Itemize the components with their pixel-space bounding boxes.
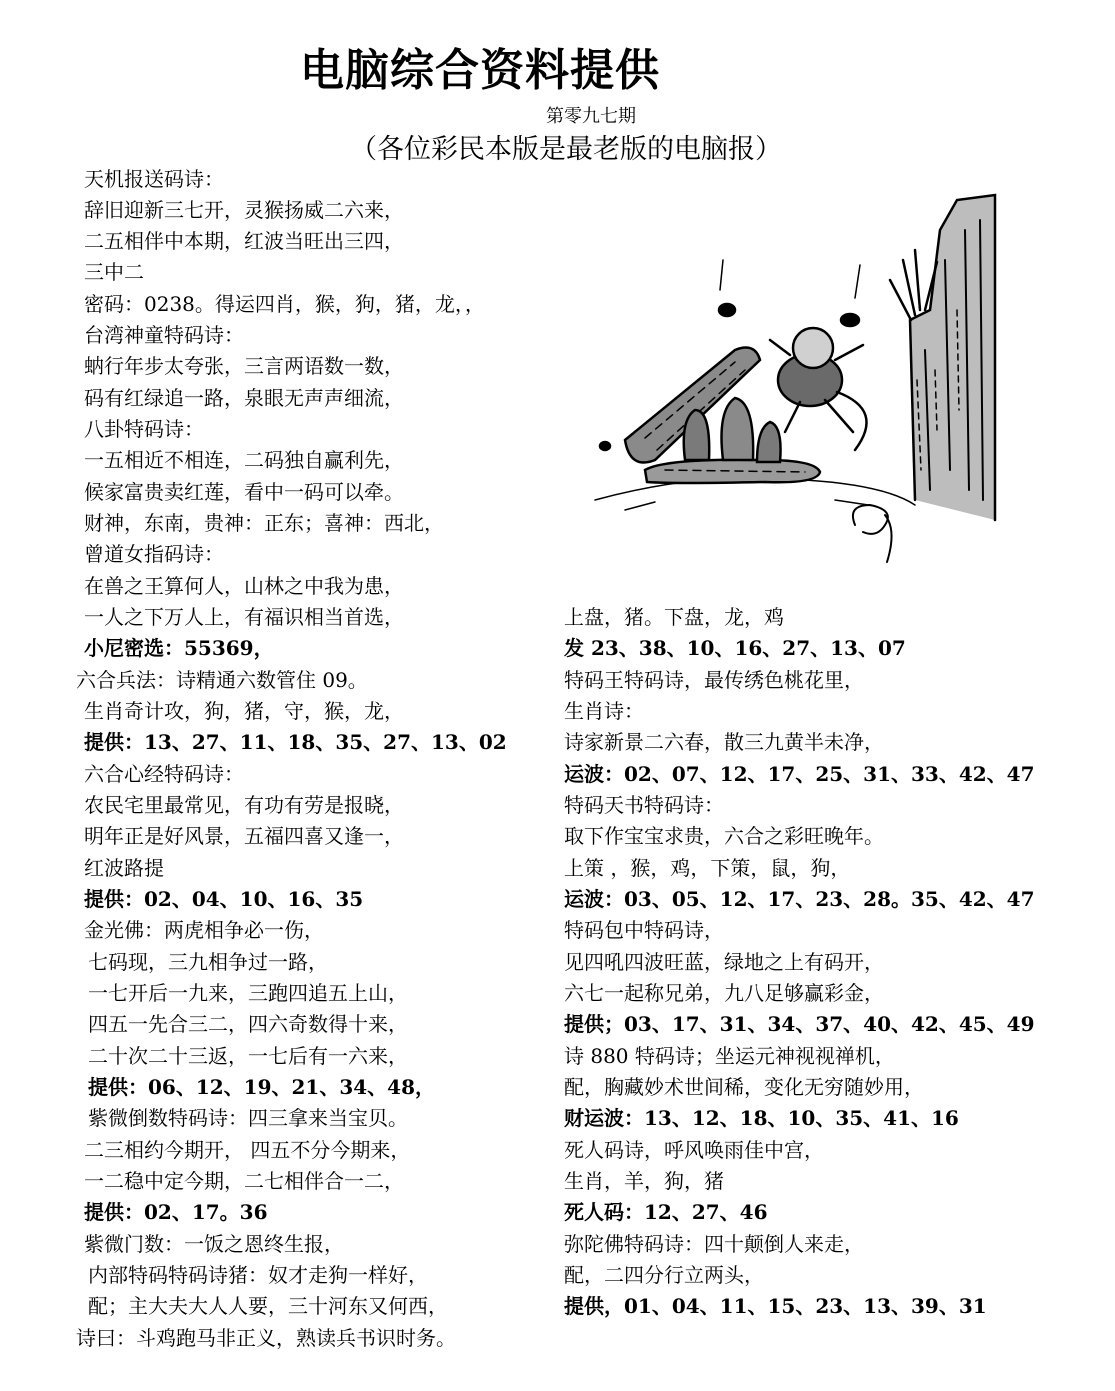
text-line: 曾道女指码诗： [84,542,224,566]
text-line: 内部特码特码诗猪：奴才走狗一样好， [88,1263,428,1287]
text-line: 二三相约今期开， 四五不分今期来， [84,1138,411,1162]
text-line: 生肖奇计攻，狗，猪，守，猴，龙， [84,699,404,723]
issue-number: 第零九七期 [546,106,636,127]
text-line: 一七开后一九来，三跑四追五上山， [88,981,408,1005]
text-line: 天机报送码诗： [84,167,224,191]
text-line: 提供；03、17、31、34、37、40、42、45、49 [564,1012,1035,1036]
text-line: 八卦特码诗： [84,417,204,441]
text-line: 六合兵法：诗精通六数管住 09。 [76,668,368,692]
text-line: 财神，东南，贵神：正东；喜神：西北， [84,511,444,535]
text-line: 提供，01、04、11、15、23、13、39、31 [564,1294,987,1318]
text-line: 红波路提 [84,856,164,880]
text-line: 二十次二十三返，一七后有一六来， [88,1044,408,1068]
text-line: 取下作宝宝求贵，六合之彩旺晚年。 [564,824,884,848]
text-line: 运波：02、07、12、17、25、31、33、42、47 [564,762,1035,786]
text-line: 上策 ，猴，鸡，下策，鼠，狗， [564,856,851,880]
text-line: 特码天书特码诗： [564,793,724,817]
text-line: 小尼密选：55369， [84,636,274,660]
text-line: 台湾神童特码诗： [84,323,244,347]
text-line: 配，二四分行立两头， [564,1263,764,1287]
text-line: 提供：02、04、10、16、35 [84,887,364,911]
text-line: 紫微门数：一饭之恩终生报， [84,1232,344,1256]
text-line: 四五一先合三二，四六奇数得十来， [88,1012,408,1036]
text-line: 码有红绿追一路，泉眼无声声细流， [84,386,404,410]
text-line: 特码包中特码诗， [564,918,724,942]
text-line: 特码王特码诗，最传绣色桃花里， [564,668,864,692]
page-subtitle: （各位彩民本版是最老版的电脑报） [350,134,782,165]
text-line: 七码现，三九相争过一路， [88,950,328,974]
text-line: 见四吼四波旺蓝，绿地之上有码开， [564,950,884,974]
text-line: 诗家新景二六春，散三九黄半未净， [564,730,884,754]
text-line: 死人码：12、27、46 [564,1200,768,1224]
text-line: 生肖，羊，狗，猪 [564,1169,724,1193]
text-line: 蚋行年步太夸张，三言两语数一数， [84,354,404,378]
text-line: 金光佛：两虎相争必一伤， [84,918,324,942]
text-line: 提供：06、12、19、21、34、48， [88,1075,435,1099]
text-line: 二五相伴中本期，红波当旺出三四， [84,229,404,253]
text-line: 上盘，猪。下盘，龙，鸡 [564,605,784,629]
text-line: 诗曰：斗鸡跑马非正义，熟读兵书识时务。 [76,1326,456,1350]
text-line: 财运波：13、12、18、10、35、41、16 [564,1106,959,1130]
text-line: 密码：0238。得运四肖，猴，狗，猪，龙，， [84,292,485,316]
text-line: 配；主大夫大人人要，三十河东又何西， [88,1294,448,1318]
text-line: 死人码诗，呼风唤雨佳中宫， [564,1138,824,1162]
text-line: 六合心经特码诗： [84,762,244,786]
text-line: 农民宅里最常见，有功有劳是报晓， [84,793,404,817]
text-line: 提供：02、17。36 [84,1200,268,1224]
text-line: 在兽之王算何人，山林之中我为患， [84,574,404,598]
text-line: 紫微倒数特码诗：四三拿来当宝贝。 [88,1106,408,1130]
cartoon-illustration [585,170,1005,590]
text-line: 一二稳中定今期，二七相伴合一二， [84,1169,404,1193]
text-line: 明年正是好风景，五福四喜又逢一， [84,824,404,848]
text-line: 三中二 [84,260,144,284]
text-line: 发 23、38、10、16、27、13、07 [564,636,906,660]
text-line: 一五相近不相连，二码独自赢利先， [84,448,404,472]
text-line: 生肖诗： [564,699,644,723]
text-line: 诗 880 特码诗；坐运元神视视禅机， [564,1044,895,1068]
text-line: 六七一起称兄弟，九八足够赢彩金， [564,981,884,1005]
text-line: 一人之下万人上，有福识相当首选， [84,605,404,629]
text-line: 配，胸藏妙术世间稀，变化无穷随妙用， [564,1075,924,1099]
text-line: 弥陀佛特码诗：四十颠倒人来走， [564,1232,864,1256]
text-line: 辞旧迎新三七开，灵猴扬威二六来， [84,198,404,222]
text-line: 运波：03、05、12、17、23、28。35、42、47 [564,887,1035,911]
page-title: 电脑综合资料提供 [300,45,660,96]
text-line: 候家富贵卖红莲，看中一码可以牵。 [84,480,404,504]
text-line: 提供：13、27、11、18、35、27、13、02 [84,730,507,754]
